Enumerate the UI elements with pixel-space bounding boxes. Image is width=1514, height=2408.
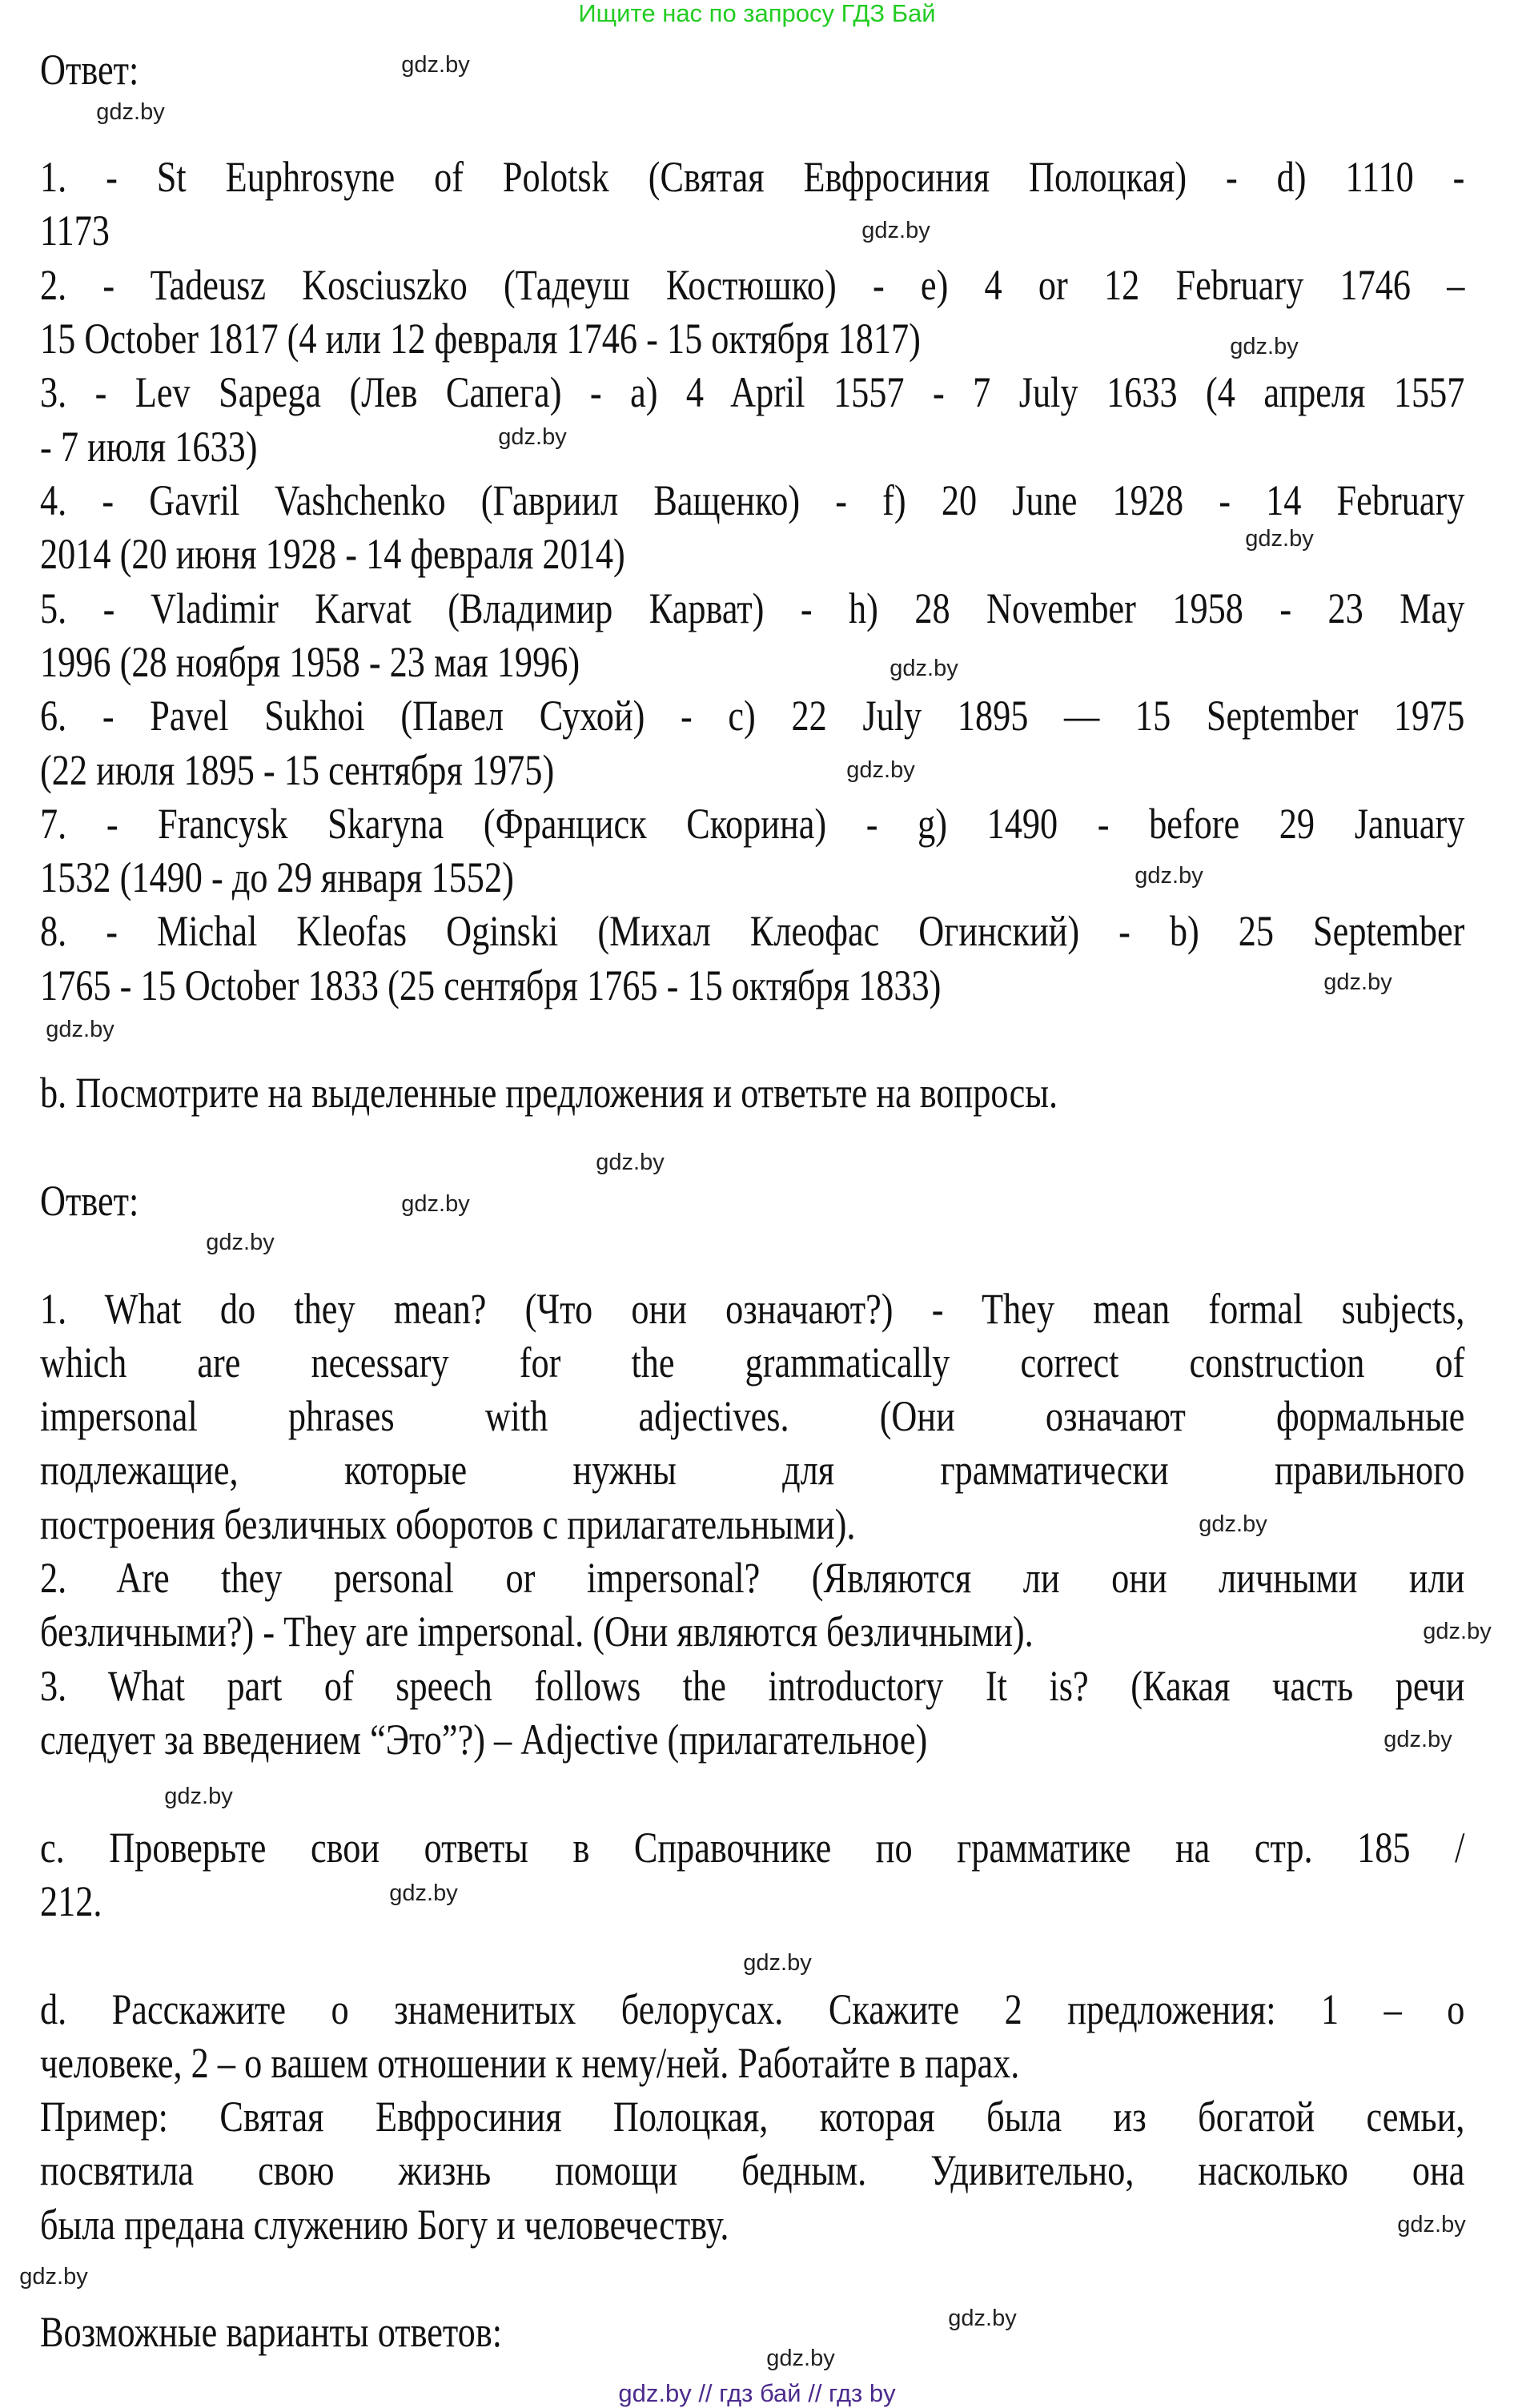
watermark: gdz.by xyxy=(498,424,567,450)
watermark: gdz.by xyxy=(1134,863,1203,889)
text-line: 2014 (20 июня 1928 - 14 февраля 2014) xyxy=(40,530,625,578)
text-line: 3. - Lev Sapega (Лев Сапега) - a) 4 April 1557 - 7 July 1633 (4 апреля 1557 xyxy=(40,368,1465,416)
watermark: gdz.by xyxy=(401,52,470,78)
text-line: 15 October 1817 (4 или 12 февраля 1746 - 15 октября 1817) xyxy=(40,315,921,363)
watermark: gdz.by xyxy=(890,656,958,681)
text-line: человеке, 2 – о вашем отношении к нему/ней. Работайте в парах. xyxy=(40,2039,1020,2087)
watermark: gdz.by xyxy=(389,1880,458,1906)
watermark: gdz.by xyxy=(948,2306,1017,2331)
text-line: 1996 (28 ноября 1958 - 23 мая 1996) xyxy=(40,638,580,686)
header-banner: Ищите нас по запросу ГДЗ Бай xyxy=(578,0,936,27)
text-line: посвятила свою жизнь помощи бедным. Удивительно, насколько она xyxy=(40,2146,1465,2194)
footer-links[interactable]: gdz.by // гдз бай // гдз by xyxy=(618,2379,896,2407)
text-line: 212. xyxy=(40,1877,102,1925)
watermark: gdz.by xyxy=(596,1150,665,1175)
text-line: 1173 xyxy=(40,207,110,255)
watermark: gdz.by xyxy=(1323,969,1392,995)
text-line: 2. Are they personal or impersonal? (Являются ли они личными или xyxy=(40,1554,1465,1602)
watermark: gdz.by xyxy=(96,99,165,125)
text-line: b. Посмотрите на выделенные предложения и ответьте на вопросы. xyxy=(40,1069,1058,1117)
text-line: 6. - Pavel Sukhoi (Павел Сухой) - c) 22 July 1895 — 15 September 1975 xyxy=(40,692,1465,740)
watermark: gdz.by xyxy=(1245,526,1314,552)
watermark: gdz.by xyxy=(1199,1511,1267,1537)
watermark: gdz.by xyxy=(1230,334,1299,359)
text-line: безличными?) - They are impersonal. (Они являются безличными). xyxy=(40,1607,1034,1656)
watermark: gdz.by xyxy=(1423,1619,1492,1644)
text-line: 1. - St Euphrosyne of Polotsk (Святая Евфросиния Полоцкая) - d) 1110 - xyxy=(40,153,1465,201)
text-line: построения безличных оборотов с прилагательными). xyxy=(40,1500,856,1548)
watermark: gdz.by xyxy=(846,757,915,783)
text-line: подлежащие, которые нужны для грамматически правильного xyxy=(40,1446,1465,1494)
text-line: Пример: Святая Евфросиния Полоцкая, которая была из богатой семьи, xyxy=(40,2093,1465,2141)
watermark: gdz.by xyxy=(164,1784,233,1809)
text-line: c. Проверьте свои ответы в Справочнике по грамматике на стр. 185 / xyxy=(40,1824,1465,1872)
answer-heading: Ответ: xyxy=(40,1177,139,1225)
text-line: which are necessary for the grammatically correct construction of xyxy=(40,1338,1465,1387)
watermark: gdz.by xyxy=(861,218,930,243)
text-line: (22 июля 1895 - 15 сентября 1975) xyxy=(40,746,555,794)
text-line: 5. - Vladimir Karvat (Владимир Карват) - h) 28 November 1958 - 23 May xyxy=(40,584,1465,632)
watermark: gdz.by xyxy=(401,1191,470,1217)
watermark: gdz.by xyxy=(19,2264,88,2290)
text-line: d. Расскажите о знаменитых белорусах. Скажите 2 предложения: 1 – о xyxy=(40,1985,1465,2033)
text-line: 4. - Gavril Vashchenko (Гавриил Ващенко) - f) 20 June 1928 - 14 February xyxy=(40,476,1465,524)
text-line: 8. - Michal Kleofas Oginski (Михал Клеофас Огинский) - b) 25 September xyxy=(40,907,1465,955)
text-line: была предана служению Богу и человечеству. xyxy=(40,2201,729,2249)
text-line: следует за введением “Это”?) – Adjective (прилагательное) xyxy=(40,1716,928,1764)
text-line: - 7 июля 1633) xyxy=(40,423,258,471)
text-line: 1532 (1490 - до 29 января 1552) xyxy=(40,853,514,901)
answer-heading: Ответ: xyxy=(40,46,139,94)
watermark: gdz.by xyxy=(1383,1727,1452,1752)
text-line: Возможные варианты ответов: xyxy=(40,2308,503,2356)
text-line: 3. What part of speech follows the introductory It is? (Какая часть речи xyxy=(40,1662,1465,1710)
text-line: 1765 - 15 October 1833 (25 сентября 1765 - 15 октября 1833) xyxy=(40,961,942,1009)
text-line: 2. - Tadeusz Kosciuszko (Тадеуш Костюшко) - e) 4 or 12 February 1746 – xyxy=(40,261,1465,309)
text-line: 1. What do they mean? (Что они означают?) - They mean formal subjects, xyxy=(40,1285,1465,1333)
text-line: 7. - Francysk Skaryna (Франциск Скорина) - g) 1490 - before 29 January xyxy=(40,800,1465,848)
watermark: gdz.by xyxy=(766,2346,835,2371)
watermark: gdz.by xyxy=(1397,2212,1466,2237)
watermark: gdz.by xyxy=(46,1017,114,1042)
watermark: gdz.by xyxy=(743,1950,812,1976)
text-line: impersonal phrases with adjectives. (Они означают формальные xyxy=(40,1392,1465,1440)
watermark: gdz.by xyxy=(206,1230,275,1255)
